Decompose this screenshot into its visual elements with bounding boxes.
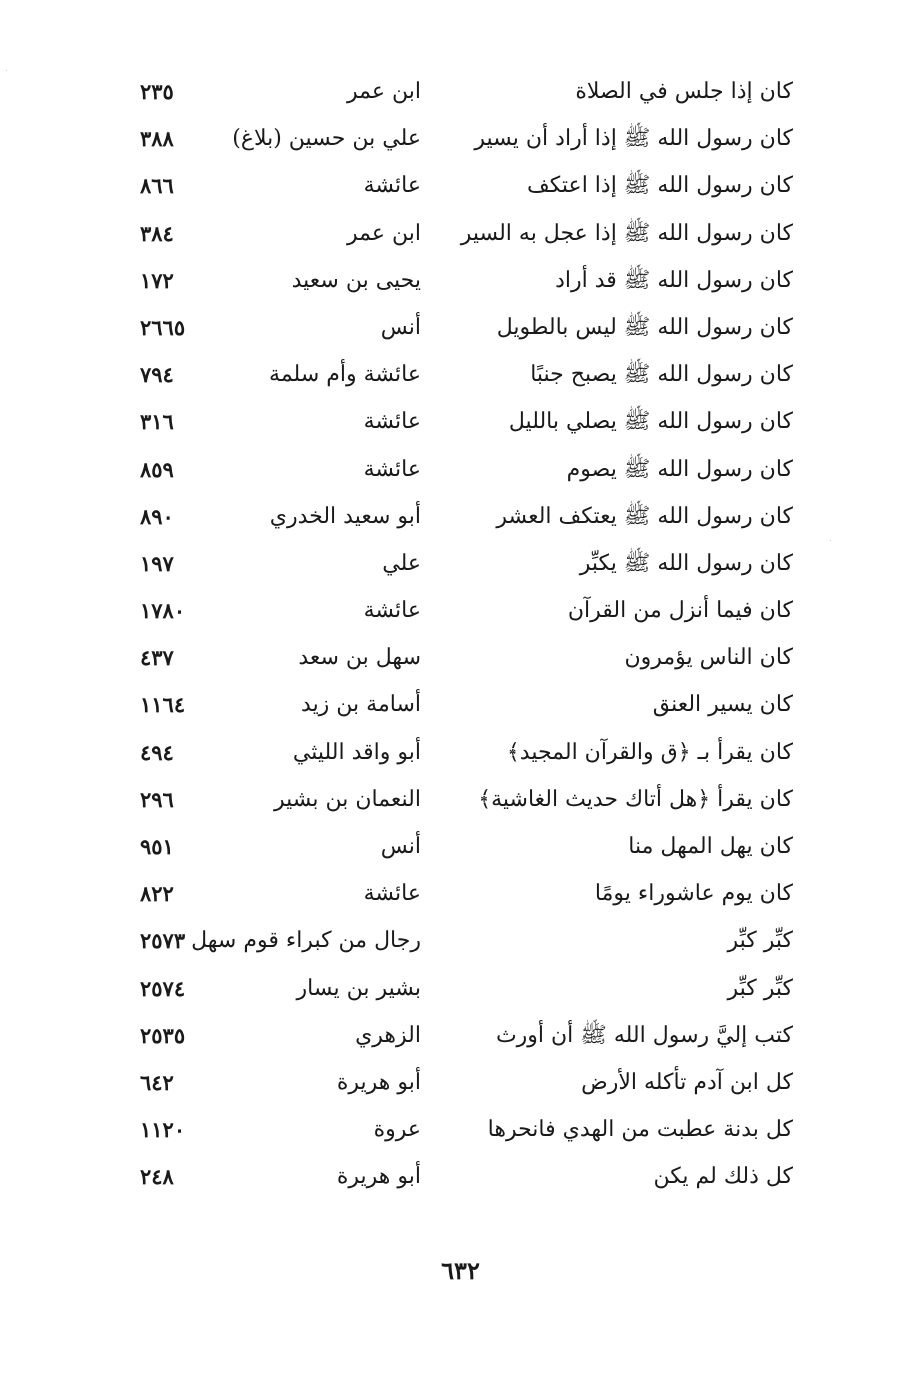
narrator-name: سهل بن سعد: [298, 645, 421, 671]
hadith-opening-text: كان فيما أنزل من القرآن: [567, 598, 793, 624]
hadith-number: ١٩٧: [140, 550, 174, 576]
hadith-number: ٨٦٦: [140, 173, 174, 199]
hadith-opening-text: كان رسول الله ﷺ يصلي بالليل: [508, 409, 793, 435]
hadith-number: ٩٥١: [140, 834, 174, 859]
narrator-name: رجال من كبراء قوم سهل: [191, 928, 421, 954]
hadith-opening-text: كان رسول الله ﷺ ليس بالطويل: [496, 314, 793, 340]
narrator-name: ابن عمر: [347, 220, 421, 246]
index-row: [0, 1059, 921, 1106]
hadith-number: ٢٤٨: [140, 1164, 174, 1190]
narrator-name: عائشة: [363, 409, 421, 435]
narrator-name: علي: [382, 550, 421, 576]
hadith-opening-text: كان رسول الله ﷺ إذا أراد أن يسير: [474, 126, 793, 152]
hadith-number: ٨٩٠: [140, 503, 174, 529]
index-row: [0, 1153, 921, 1200]
hadith-opening-text: كبِّر كبِّر: [727, 928, 793, 954]
hadith-opening-text: كان رسول الله ﷺ يصوم: [566, 456, 793, 482]
index-row: [0, 965, 921, 1012]
index-row: [0, 398, 921, 445]
hadith-opening-text: كان يقرأ ﴿هل أتاك حديث الغاشية﴾: [478, 786, 793, 812]
index-row: [0, 162, 921, 209]
hadith-number: ١٧٢: [140, 267, 174, 293]
index-row: [0, 540, 921, 587]
hadith-number: ٣١٦: [140, 409, 174, 435]
hadith-number: ٤٣٧: [140, 645, 174, 671]
narrator-name: أبو سعيد الخدري: [269, 503, 421, 529]
narrator-name: عروة: [373, 1117, 421, 1143]
narrator-name: بشير بن يسار: [296, 975, 421, 1001]
narrator-name: علي بن حسين (بلاغ): [232, 126, 421, 152]
index-row: [0, 210, 921, 257]
hadith-opening-text: كان يقرأ بـ ﴿ق والقرآن المجيد﴾: [506, 739, 793, 765]
hadith-opening-text: كان الناس يؤمرون: [624, 645, 793, 671]
hadith-opening-text: كان إذا جلس في الصلاة: [575, 79, 793, 104]
hadith-number: ١٧٨٠: [140, 598, 186, 624]
index-row: [0, 351, 921, 398]
hadith-opening-text: كل بدنة عطبت من الهدي فانحرها: [487, 1117, 793, 1143]
narrator-name: يحيى بن سعيد: [291, 267, 421, 293]
index-row: [0, 729, 921, 776]
hadith-opening-text: كل ذلك لم يكن: [653, 1164, 793, 1190]
hadith-number: ٢٦٦٥: [140, 314, 186, 340]
narrator-name: عائشة وأم سلمة: [269, 362, 421, 388]
index-row: [0, 446, 921, 493]
narrator-name: أنس: [380, 314, 421, 340]
narrator-name: أبو واقد الليثي: [292, 739, 421, 765]
index-row: [0, 493, 921, 540]
narrator-name: عائشة: [363, 456, 421, 482]
narrator-name: أنس: [380, 834, 421, 859]
hadith-opening-text: كان رسول الله ﷺ إذا عجل به السير: [460, 220, 793, 246]
hadith-index-list: [0, 68, 921, 1201]
narrator-name: عائشة: [363, 881, 421, 907]
narrator-name: أسامة بن زيد: [301, 692, 421, 718]
hadith-number: ٣٨٤: [140, 220, 174, 246]
hadith-number: ٢٣٥: [140, 79, 174, 104]
hadith-number: ٨٥٩: [140, 456, 174, 482]
hadith-number: ٤٩٤: [140, 739, 174, 765]
index-row: [0, 776, 921, 823]
hadith-opening-text: كان رسول الله ﷺ إذا اعتكف: [527, 173, 793, 199]
hadith-number: ٢٥٧٤: [140, 975, 186, 1001]
hadith-number: ٢٥٧٣: [140, 928, 186, 954]
hadith-opening-text: كل ابن آدم تأكله الأرض: [581, 1069, 793, 1095]
index-row: [0, 1106, 921, 1153]
hadith-number: ١١٢٠: [140, 1117, 186, 1143]
narrator-name: أبو هريرة: [336, 1069, 421, 1095]
narrator-name: ابن عمر: [347, 79, 421, 104]
hadith-opening-text: كان يهل المهل منا: [628, 834, 793, 859]
index-row: [0, 634, 921, 681]
hadith-number: ٨٢٢: [140, 881, 174, 907]
narrator-name: أبو هريرة: [336, 1164, 421, 1190]
index-row: [0, 1012, 921, 1059]
narrator-name: عائشة: [363, 173, 421, 199]
index-row: [0, 917, 921, 964]
hadith-opening-text: كان يوم عاشوراء يومًا: [594, 881, 793, 907]
hadith-opening-text: كبِّر كبِّر: [727, 975, 793, 1001]
hadith-opening-text: كتب إليَّ رسول الله ﷺ أن أورث: [495, 1022, 793, 1048]
index-row: [0, 587, 921, 634]
index-row: [0, 681, 921, 728]
hadith-number: ٣٨٨: [140, 126, 174, 152]
hadith-opening-text: كان رسول الله ﷺ يصبح جنبًا: [530, 362, 793, 388]
hadith-number: ٧٩٤: [140, 362, 174, 388]
hadith-number: ٢٥٣٥: [140, 1022, 186, 1048]
index-row: [0, 68, 921, 115]
hadith-number: ١١٦٤: [140, 692, 186, 718]
index-row: [0, 115, 921, 162]
hadith-opening-text: كان رسول الله ﷺ يعتكف العشر: [496, 503, 793, 529]
page-number: ٦٣٢: [441, 1256, 480, 1285]
hadith-opening-text: كان يسير العنق: [652, 692, 793, 718]
narrator-name: النعمان بن بشير: [273, 786, 421, 812]
hadith-opening-text: كان رسول الله ﷺ قد أراد: [555, 267, 793, 293]
narrator-name: عائشة: [363, 598, 421, 624]
hadith-number: ٦٤٢: [140, 1069, 174, 1095]
index-row: [0, 304, 921, 351]
hadith-opening-text: كان رسول الله ﷺ يكبِّر: [579, 550, 793, 576]
hadith-number: ٢٩٦: [140, 786, 174, 812]
index-row: [0, 870, 921, 917]
index-row: [0, 823, 921, 870]
index-row: [0, 257, 921, 304]
narrator-name: الزهري: [355, 1022, 421, 1048]
